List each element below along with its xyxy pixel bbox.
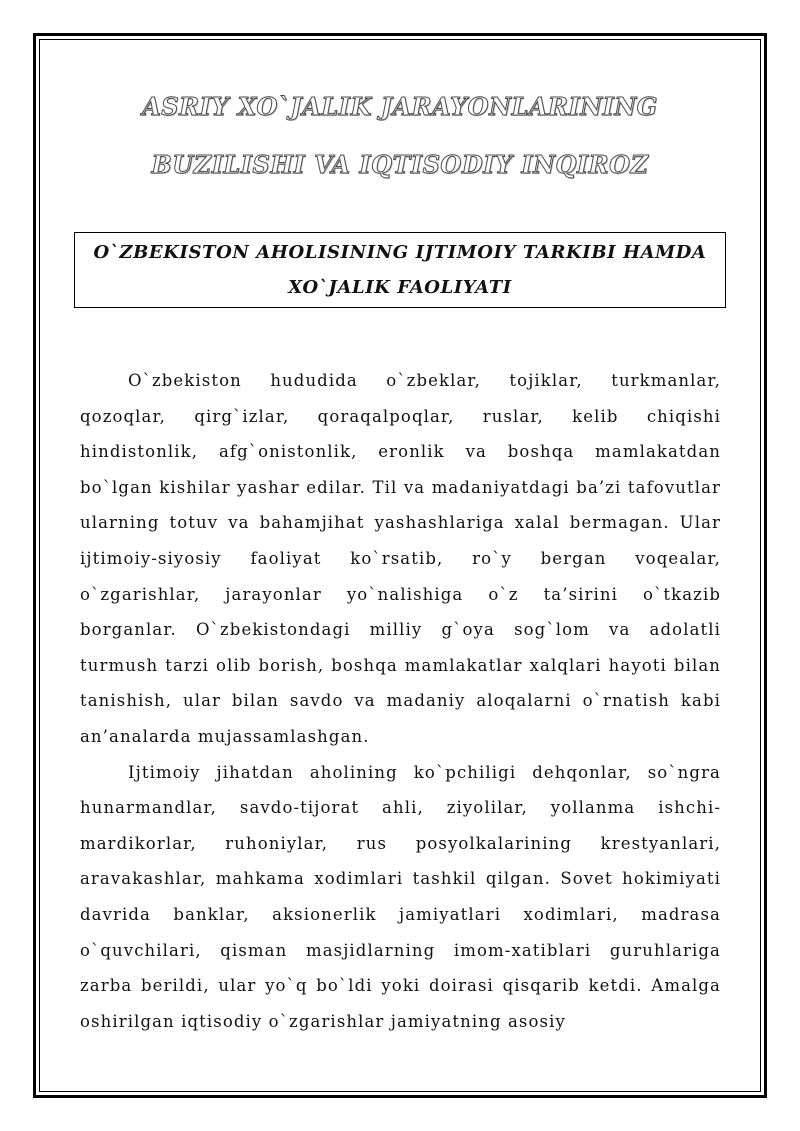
body-paragraph-2: Ijtimoiy jihatdan aholining ko`pchiligi dehqonlar, so`ngra hunarmandlar, savdo-tijorat ahli, ziyolilar, yollanma ishchi-mardikorlar, ruhoniylar, rus posyolkalarining krestyanlari, aravakashlar, mahkama xodimlari tashkil qilgan. Sovet hokimiyati davrida banklar, aksionerlik jamiyatlari xodimlari, madrasa o`quvchilari, qisman masjidlarning imom-xatiblari guruhlariga zarba berildi, ular yo`q bo`ldi yoki doirasi qisqarib ketdi. Amalga oshirilgan iqtisodiy o`zgarishlar jamiyatning asosiy — [80, 762, 721, 1031]
section-heading-line-2: XO`JALIK FAOLIYATI — [288, 277, 512, 298]
section-heading-box — [74, 232, 726, 308]
section-heading-line-1: O`ZBEKISTON AHOLISINING IJTIMOIY TARKIBI HAMDA — [93, 242, 707, 263]
document-title — [60, 78, 740, 194]
document-title-line-1: ASRIY XO`JALIK JARAYONLARINING — [142, 92, 658, 121]
document-body — [80, 363, 721, 1039]
body-paragraph-1: O`zbekiston hududida o`zbeklar, tojiklar, turkmanlar, qozoqlar, qirg`izlar, qoraqalpoqlar, ruslar, kelib chiqishi hindistonlik, afg`onistonlik, eronlik va boshqa mamlakatdan bo`lgan kishilar yashar edilar. Til va madaniyatdagi ba’zi tafovutlar ularning totuv va bahamjihat yashashlariga xalal bermagan. Ular ijtimoiy-siyosiy faoliyat ko`rsatib, ro`y bergan voqealar, o`zgarishlar, jarayonlar yo`nalishiga o`z ta’sirini o`tkazib borganlar. O`zbekistondagi milliy g`oya sog`lom va adolatli turmush tarzi olib borish, boshqa mamlakatlar xalqlari hayoti bilan tanishish, ular bilan savdo va madaniy aloqalarni o`rnatish kabi an’analarda mujassamlashgan. — [80, 371, 721, 746]
document-title-line-2: BUZILISHI VA IQTISODIY INQIROZ — [151, 150, 649, 179]
